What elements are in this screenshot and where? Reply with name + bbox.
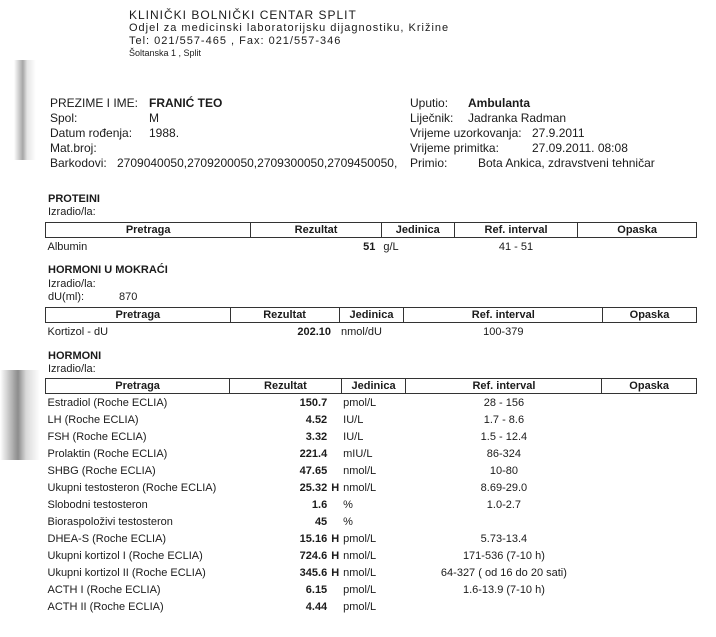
cell-ref: 1.0-2.7 [486, 498, 522, 511]
patient-sex: M [149, 111, 159, 125]
cell-unit: IU/L [343, 430, 364, 443]
du-label: dU(ml): [48, 291, 85, 303]
barcodes: 2709040050,2709200050,2709300050,2709450050, [117, 156, 398, 170]
results-table-hormoni-mokraci [45, 307, 697, 340]
sampled-label: Vrijeme uzorkovanja: [410, 126, 522, 140]
cell-unit: pmol/L [343, 396, 377, 409]
cell-result: 150.7 [299, 396, 328, 409]
col-ref: Ref. interval [454, 223, 578, 238]
sent-label: Uputio: [410, 96, 449, 110]
cell-test: Bioraspoloživi testosteron [47, 515, 173, 528]
table-row [46, 323, 697, 341]
name-label: PREZIME I IME: [50, 96, 139, 110]
institution-name: KLINIČKI BOLNIČKI CENTAR SPLIT [129, 8, 357, 22]
cell-test: SHBG (Roche ECLIA) [47, 464, 156, 477]
cell-ref: 1.6-13.9 (7-10 h) [462, 583, 545, 596]
cell-ref [406, 598, 602, 615]
cell-ref: 64-327 ( od 16 do 20 sati) [440, 566, 567, 579]
table-row [46, 238, 697, 256]
barcodes-label: Barkodovi: [50, 156, 107, 170]
doctor-label: Liječnik: [410, 111, 454, 125]
cell-flag [329, 445, 341, 462]
cell-ref: 5.73-13.4 [480, 532, 528, 545]
cell-note [602, 513, 697, 530]
cell-flag: H [331, 549, 340, 562]
patient-dob: 1988. [149, 126, 180, 140]
cell-unit: pmol/L [343, 532, 377, 545]
cell-flag [329, 496, 341, 513]
col-result: Rezultat [251, 223, 382, 238]
cell-result: 345.6 [299, 566, 328, 579]
cell-result: 25.32 [299, 481, 328, 494]
cell-note [602, 530, 697, 547]
cell-result: 51 [363, 240, 376, 253]
scan-artifact-top [14, 60, 36, 160]
cell-test: Ukupni kortizol I (Roche ECLIA) [47, 549, 203, 562]
cell-note [578, 238, 697, 256]
cell-flag [329, 411, 341, 428]
cell-test: Ukupni testosteron (Roche ECLIA) [47, 481, 217, 494]
cell-note [602, 428, 697, 445]
cell-note [602, 581, 697, 598]
col-ref: Ref. interval [404, 308, 603, 323]
cell-unit: % [343, 498, 353, 511]
cell-ref: 41 - 51 [498, 240, 534, 253]
cell-result: 3.32 [305, 430, 328, 443]
cell-flag: H [331, 532, 340, 545]
address: Šoltanska 1 , Split [129, 48, 202, 58]
received-time: 27.09.2011. 08:08 [532, 141, 628, 155]
cell-result: 15.16 [299, 532, 328, 545]
cell-unit: nmol/L [343, 549, 377, 562]
cell-flag [329, 394, 341, 412]
cell-result: 47.65 [299, 464, 328, 477]
contact-info: Tel: 021/557-465 , Fax: 021/557-346 [129, 35, 342, 47]
cell-result: 4.52 [305, 413, 328, 426]
cell-result: 6.15 [305, 583, 328, 596]
cell-flag: H [331, 566, 340, 579]
table-row [46, 513, 697, 530]
cell-ref: 171-536 (7-10 h) [462, 549, 545, 562]
col-unit: Jedinica [339, 308, 404, 323]
mbr-label: Mat.broj: [50, 141, 97, 155]
cell-ref: 28 - 156 [483, 396, 525, 409]
cell-note [602, 598, 697, 615]
cell-ref: 10-80 [489, 464, 518, 477]
table-row [46, 394, 697, 412]
cell-note [602, 496, 697, 513]
sent-by: Ambulanta [468, 96, 531, 110]
col-note: Opaska [603, 308, 697, 323]
table-row [46, 564, 697, 581]
col-test: Pretraga [46, 223, 251, 238]
cell-test: LH (Roche ECLIA) [47, 413, 139, 426]
cell-unit: nmol/L [343, 566, 377, 579]
cell-note [602, 445, 697, 462]
results-table-hormoni [45, 378, 697, 615]
cell-flag [329, 462, 341, 479]
cell-unit: mIU/L [343, 447, 373, 460]
table-row [46, 445, 697, 462]
cell-note [602, 394, 697, 412]
patient-name: FRANIĆ TEO [149, 96, 223, 110]
made-by-label: Izradio/la: [48, 363, 96, 375]
receiver-name: Bota Ankica, zdravstveni tehničar [478, 156, 655, 170]
cell-result: 1.6 [311, 498, 328, 511]
cell-test: Estradiol (Roche ECLIA) [47, 396, 168, 409]
cell-test: Prolaktin (Roche ECLIA) [47, 447, 168, 460]
cell-flag: H [331, 481, 340, 494]
cell-note [602, 462, 697, 479]
sex-label: Spol: [50, 111, 78, 125]
cell-test: ACTH I (Roche ECLIA) [47, 583, 161, 596]
table-header [46, 308, 697, 323]
doctor-name: Jadranka Radman [468, 111, 567, 125]
col-test: Pretraga [46, 379, 230, 394]
cell-unit: pmol/L [343, 600, 377, 613]
table-header [46, 379, 697, 394]
cell-ref: 1.7 - 8.6 [483, 413, 525, 426]
cell-note [603, 323, 697, 341]
made-by-label: Izradio/la: [48, 206, 96, 218]
cell-ref: 1.5 - 12.4 [480, 430, 528, 443]
table-row [46, 411, 697, 428]
col-note: Opaska [602, 379, 697, 394]
dob-label: Datum rođenja: [50, 126, 133, 140]
cell-unit: nmol/L [343, 481, 377, 494]
cell-flag [329, 598, 341, 615]
cell-flag [329, 428, 341, 445]
receiver-label: Primio: [410, 156, 448, 170]
table-row [46, 598, 697, 615]
cell-ref: 8.69-29.0 [480, 481, 528, 494]
table-row [46, 428, 697, 445]
cell-ref: 86-324 [486, 447, 522, 460]
col-unit: Jedinica [341, 379, 406, 394]
cell-result: 724.6 [299, 549, 328, 562]
cell-ref: 100-379 [483, 325, 524, 338]
cell-test: Kortizol - dU [47, 325, 109, 338]
cell-result: 202.10 [297, 325, 332, 338]
section-title-hormoni-mokraci: HORMONI U MOKRAĆI [48, 264, 168, 276]
cell-unit: pmol/L [343, 583, 377, 596]
col-test: Pretraga [46, 308, 231, 323]
cell-test: DHEA-S (Roche ECLIA) [47, 532, 167, 545]
cell-result: 221.4 [299, 447, 328, 460]
table-row [46, 581, 697, 598]
col-ref: Ref. interval [406, 379, 602, 394]
cell-note [602, 479, 697, 496]
cell-unit: g/L [383, 240, 399, 253]
sampled-time: 27.9.2011 [532, 126, 585, 140]
section-title-proteini: PROTEINI [48, 193, 100, 205]
cell-test: FSH (Roche ECLIA) [47, 430, 147, 443]
cell-unit: nmol/dU [341, 325, 382, 338]
col-result: Rezultat [230, 379, 341, 394]
col-note: Opaska [578, 223, 697, 238]
section-title-hormoni: HORMONI [48, 350, 102, 362]
cell-test: Ukupni kortizol II (Roche ECLIA) [47, 566, 206, 579]
col-unit: Jedinica [381, 223, 454, 238]
cell-unit: nmol/L [343, 464, 377, 477]
du-value: 870 [119, 291, 138, 303]
col-result: Rezultat [230, 308, 339, 323]
cell-ref [406, 513, 602, 530]
cell-flag [329, 581, 341, 598]
made-by-label: Izradio/la: [48, 278, 96, 290]
table-row [46, 530, 697, 547]
table-row [46, 462, 697, 479]
table-row [46, 479, 697, 496]
cell-test: Slobodni testosteron [47, 498, 148, 511]
cell-note [602, 411, 697, 428]
cell-result: 45 [314, 515, 328, 528]
table-row [46, 547, 697, 564]
cell-test: ACTH II (Roche ECLIA) [47, 600, 164, 613]
results-table-proteini [45, 222, 697, 255]
cell-note [602, 547, 697, 564]
scan-artifact-bottom [0, 370, 40, 460]
table-header [46, 223, 697, 238]
cell-flag [329, 513, 341, 530]
table-row [46, 496, 697, 513]
department-name: Odjel za medicinski laboratorijsku dijagnostiku, Križine [129, 22, 450, 34]
cell-unit: IU/L [343, 413, 364, 426]
cell-result: 4.44 [305, 600, 328, 613]
cell-unit: % [343, 515, 353, 528]
received-label: Vrijeme primitka: [410, 141, 499, 155]
cell-note [602, 564, 697, 581]
cell-test: Albumin [47, 240, 88, 253]
